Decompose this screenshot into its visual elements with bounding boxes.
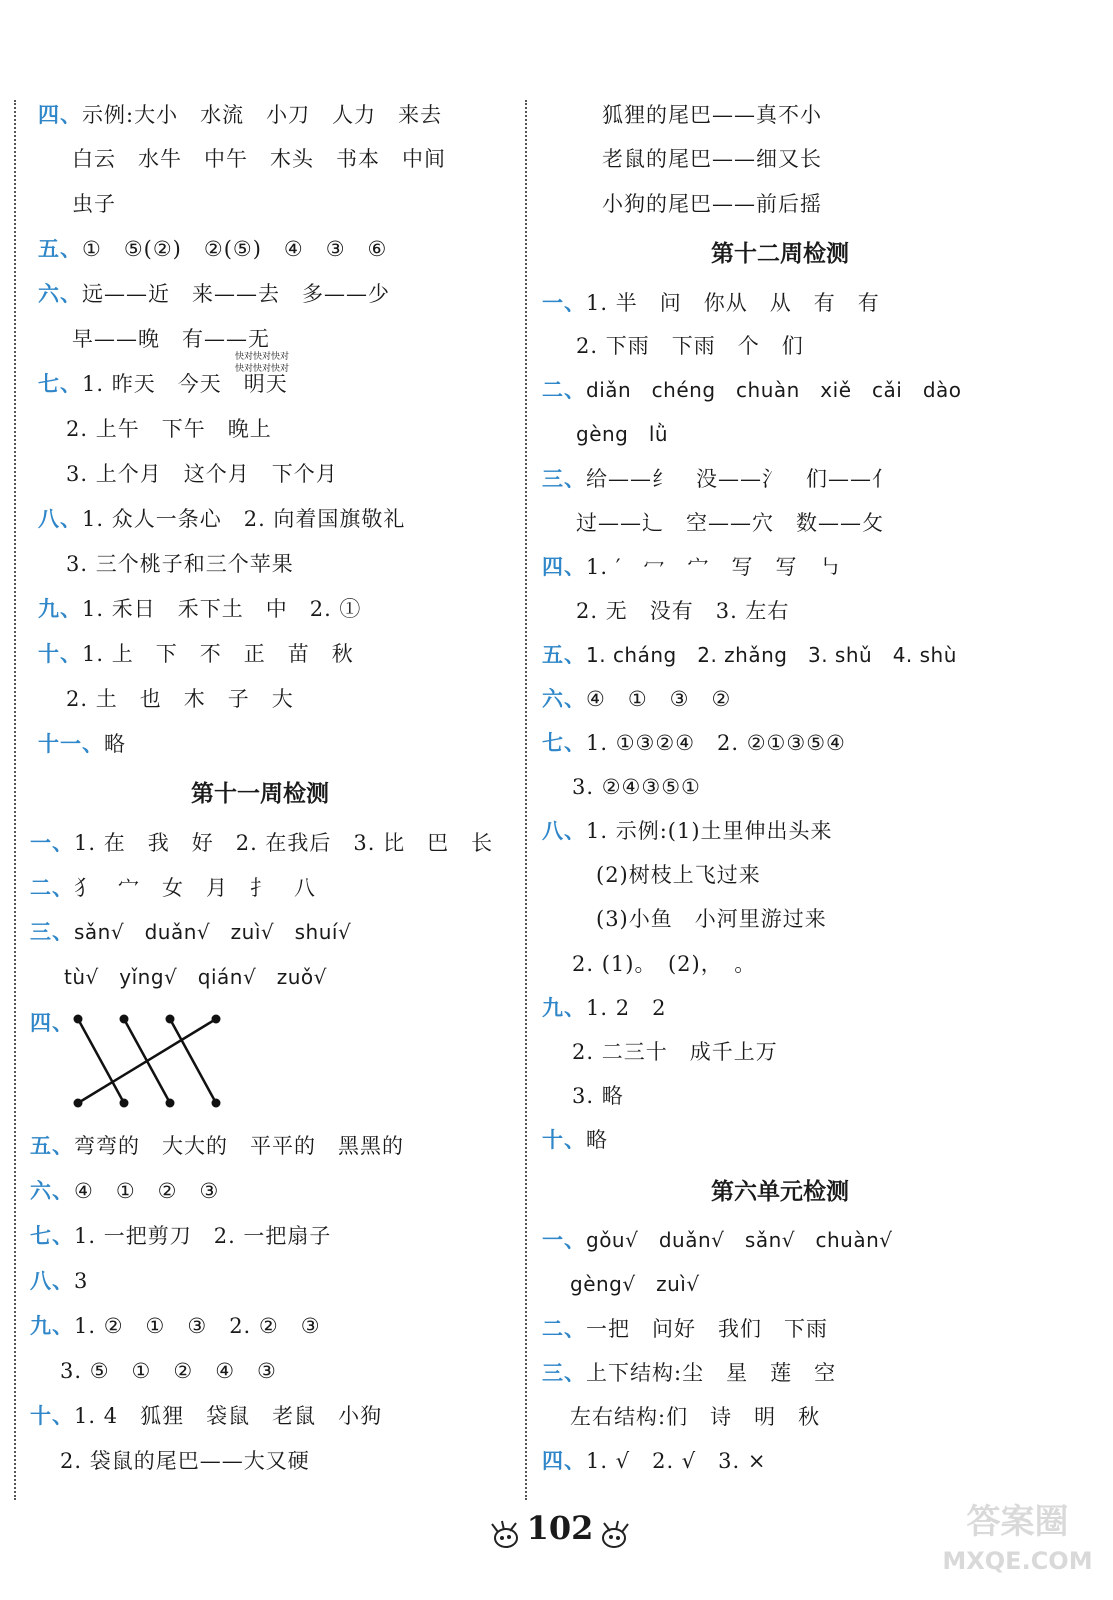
center-divider <box>525 100 527 1500</box>
answer-line: 早——晚 有——无 <box>72 327 270 351</box>
match-line <box>78 1019 216 1103</box>
answer-line: 四、示例:大小 水流 小刀 人力 来去 <box>38 103 443 127</box>
answer-line: 十一、略 <box>38 732 126 756</box>
answer-line: 2. (1)。 (2)， 。 <box>572 952 757 976</box>
bug-right-icon <box>598 1518 632 1552</box>
answer-line: 六、远——近 来——去 多——少 <box>38 282 390 306</box>
answer-line: 三、上下结构:尘 星 莲 空 <box>542 1361 837 1385</box>
answer-line: 七、1. 昨天 今天 明天 <box>38 372 288 396</box>
answer-line: gèng lǜ <box>576 422 669 446</box>
bug-left-icon <box>488 1518 522 1552</box>
answer-line: 左右结构:们 诗 明 秋 <box>570 1405 821 1429</box>
answer-line: 四、 <box>30 1011 74 1035</box>
watermark-logo: 答案圈 MXQE.COM <box>942 1502 1093 1575</box>
answer-line: 一、1. 半 问 你从 从 有 有 <box>542 291 880 315</box>
answer-line: 十、1. 4 狐狸 袋鼠 老鼠 小狗 <box>30 1404 383 1428</box>
answer-line: 九、1. ② ① ③ 2. ② ③ <box>30 1314 321 1338</box>
answer-line: (2)树枝上飞过来 <box>596 863 761 887</box>
match-dot <box>212 1015 221 1024</box>
answer-line: 六、④ ① ③ ② <box>542 687 732 711</box>
answer-line: 七、1. 一把剪刀 2. 一把扇子 <box>30 1224 332 1248</box>
answer-line: 2. 上午 下午 晚上 <box>66 417 272 441</box>
answer-line: 3. 上个月 这个月 下个月 <box>66 462 338 486</box>
answer-line: 3. 略 <box>572 1084 624 1108</box>
left-margin-dots <box>14 100 16 1500</box>
handwritten-note: 快对快对快对 <box>235 352 290 362</box>
answer-line: 小狗的尾巴——前后摇 <box>602 192 822 216</box>
match-dot <box>166 1099 175 1108</box>
answer-line: 一、1. 在 我 好 2. 在我后 3. 比 巴 长 <box>30 831 494 855</box>
answer-line: 二、diǎn chéng chuàn xiě cǎi dào <box>542 378 962 402</box>
match-dot <box>120 1099 129 1108</box>
match-dot <box>166 1015 175 1024</box>
matching-diagram <box>60 1005 240 1115</box>
answer-line: 2. 无 没有 3. 左右 <box>576 599 790 623</box>
answer-line: 十、略 <box>542 1128 608 1152</box>
answer-line: 一、gǒu√ duǎn√ sǎn√ chuàn√ <box>542 1228 893 1252</box>
answer-line: 三、sǎn√ duǎn√ zuì√ shuí√ <box>30 920 352 944</box>
answer-line: tù√ yǐng√ qián√ zuǒ√ <box>64 965 327 989</box>
match-dot <box>120 1015 129 1024</box>
answer-line: 三、给——纟 没——氵 们——亻 <box>542 467 894 491</box>
answer-line: 九、1. 2 2 <box>542 996 667 1020</box>
handwritten-note: 快对快对快对 <box>235 364 290 374</box>
answer-line: 五、1. cháng 2. zhǎng 3. shǔ 4. shù <box>542 643 957 667</box>
answer-line: 四、1. √ 2. √ 3. × <box>542 1449 767 1473</box>
match-dot <box>74 1015 83 1024</box>
answer-line: 2. 二三十 成千上万 <box>572 1040 778 1064</box>
answer-line: 五、① ⑤(②) ②(⑤) ④ ③ ⑥ <box>38 237 388 261</box>
match-dot <box>74 1099 83 1108</box>
page-number: 102 <box>526 1509 594 1547</box>
answer-line: 七、1. ①③②④ 2. ②①③⑤④ <box>542 731 846 755</box>
answer-line: 老鼠的尾巴——细又长 <box>602 147 822 171</box>
answer-line: (3)小鱼 小河里游过来 <box>596 907 827 931</box>
answer-line: 二、犭 宀 女 月 扌 八 <box>30 876 316 900</box>
answer-line: 虫子 <box>72 192 116 216</box>
answer-line: 3. ②④③⑤① <box>572 775 701 799</box>
section-title-week11: 第十一周检测 <box>191 781 329 807</box>
answer-line: 五、弯弯的 大大的 平平的 黑黑的 <box>30 1134 404 1158</box>
answer-line: 白云 水牛 中午 木头 书本 中间 <box>72 147 446 171</box>
answer-line: 六、④ ① ② ③ <box>30 1179 220 1203</box>
answer-line: 九、1. 禾日 禾下土 中 2. ① <box>38 597 362 621</box>
answer-line: 八、3 <box>30 1269 89 1293</box>
answer-line: gèng√ zuì√ <box>570 1272 700 1296</box>
answer-line: 四、1. ′ 冖 宀 写 写 ㇉ <box>542 555 842 579</box>
page-footer <box>440 1498 680 1558</box>
answer-line: 十、1. 上 下 不 正 苗 秋 <box>38 642 354 666</box>
answer-line: 2. 土 也 木 子 大 <box>66 687 294 711</box>
answer-line: 狐狸的尾巴——真不小 <box>602 103 822 127</box>
match-dot <box>212 1099 221 1108</box>
section-title-unit6: 第六单元检测 <box>711 1179 849 1205</box>
answer-line: 3. ⑤ ① ② ④ ③ <box>60 1359 277 1383</box>
answer-line: 八、1. 示例:(1)土里伸出头来 <box>542 819 833 843</box>
answer-line: 2. 下雨 下雨 个 们 <box>576 334 804 358</box>
answer-line: 过——辶 空——穴 数——攵 <box>576 511 884 535</box>
answer-line: 3. 三个桃子和三个苹果 <box>66 552 294 576</box>
answer-line: 二、一把 问好 我们 下雨 <box>542 1317 828 1341</box>
section-number: 四、 <box>38 103 82 127</box>
answer-line: 八、1. 众人一条心 2. 向着国旗敬礼 <box>38 507 406 531</box>
answer-line: 2. 袋鼠的尾巴——大又硬 <box>60 1449 310 1473</box>
section-title-week12: 第十二周检测 <box>711 241 849 267</box>
